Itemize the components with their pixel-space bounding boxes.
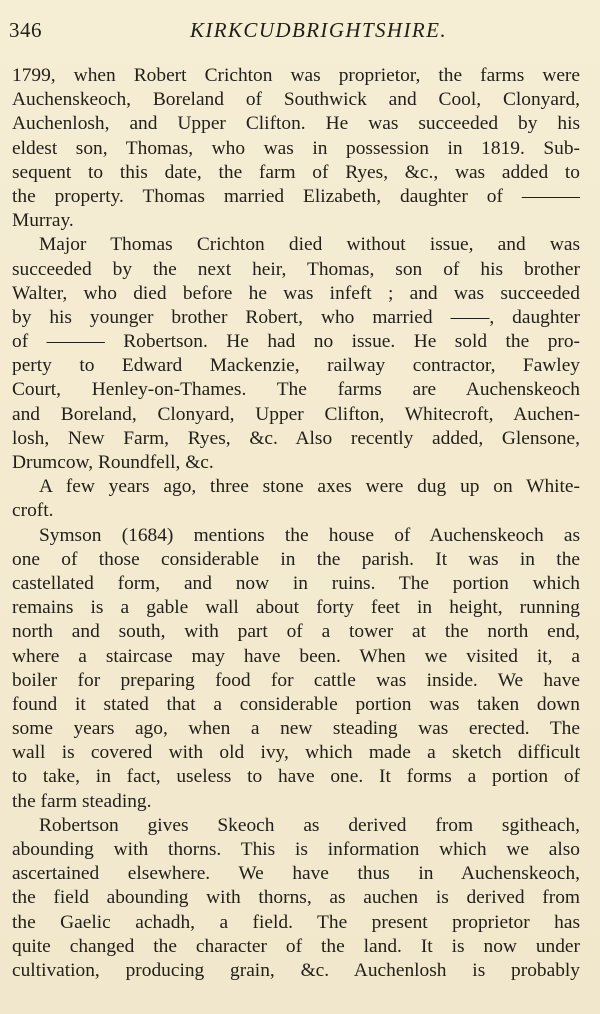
text-line: Drumcow, Roundfell, &c. (12, 452, 214, 473)
text-line: the field abounding with thorns, as auchen is derived from (12, 887, 580, 909)
text-line: of ——— Robertson. He had no issue. He sold the pro- (12, 331, 580, 353)
running-title: KIRKCUDBRIGHTSHIRE. (190, 18, 447, 42)
text-line: the Gaelic achadh, a field. The present proprietor has (12, 911, 580, 933)
text-line: boiler for preparing food for cattle was inside. We have (12, 669, 580, 691)
text-line: quite changed the character of the land. It is now under (12, 935, 580, 957)
text-line: croft. (12, 500, 54, 522)
text-line: the property. Thomas married Elizabeth, daughter of ——— (12, 185, 580, 207)
text-line: succeeded by the next heir, Thomas, son of his brother (12, 258, 580, 280)
text-line: Auchenskeoch, Boreland of Southwick and Cool, Clonyard, (12, 89, 580, 111)
text-line: Court, Henley-on-Thames. The farms are Auchenskeoch (12, 379, 580, 401)
text-line: Major Thomas Crichton died without issue, and was (39, 234, 580, 256)
text-line: ascertained elsewhere. We have thus in Auchenskeoch, (12, 863, 580, 885)
text-line: Murray. (12, 210, 74, 232)
text-line: found it stated that a considerable portion was taken down (12, 693, 580, 715)
text-line: to take, in fact, useless to have one. It forms a portion of (12, 766, 580, 788)
text-line: wall is covered with old ivy, which made a sketch difficult (12, 742, 580, 764)
text-line: the farm steading. (12, 790, 152, 812)
text-line: eldest son, Thomas, who was in possession in 1819. Sub- (12, 137, 580, 159)
text-line: remains is a gable wall about forty feet in height, running (12, 597, 580, 619)
text-line: Auchenlosh, and Upper Clifton. He was succeeded by his (12, 113, 580, 135)
page-number: 346 (9, 18, 42, 42)
page-header (9, 15, 588, 45)
text-line: Walter, who died before he was infeft ; and was succeeded (12, 282, 580, 304)
text-line: one of those considerable in the parish. It was in the (12, 548, 580, 570)
text-line: perty to Edward Mackenzie, railway contractor, Fawley (12, 355, 580, 377)
text-line: castellated form, and now in ruins. The portion which (12, 572, 580, 594)
text-line: A few years ago, three stone axes were dug up on White- (39, 476, 580, 498)
text-line: Symson (1684) mentions the house of Auchenskeoch as (39, 524, 580, 546)
text-line: and Boreland, Clonyard, Upper Clifton, Whitecroft, Auchen- (12, 403, 580, 425)
text-line: some years ago, when a new steading was erected. The (12, 718, 580, 740)
text-line: sequent to this date, the farm of Ryes, &c., was added to (12, 161, 580, 183)
text-line: cultivation, producing grain, &c. Auchenlosh is probably (12, 959, 580, 981)
text-line: north and south, with part of a tower at the north end, (12, 621, 580, 643)
text-line: losh, New Farm, Ryes, &c. Also recently added, Glensone, (12, 427, 580, 449)
text-line: 1799, when Robert Crichton was proprietor, the farms were (12, 65, 580, 86)
body-text (12, 64, 580, 983)
text-line: abounding with thorns. This is information which we also (12, 839, 580, 860)
text-line: Robertson gives Skeoch as derived from sgitheach, (39, 814, 580, 836)
text-line: where a staircase may have been. When we visited it, a (12, 645, 580, 667)
text-line: by his younger brother Robert, who married ——, daughter (12, 306, 580, 328)
